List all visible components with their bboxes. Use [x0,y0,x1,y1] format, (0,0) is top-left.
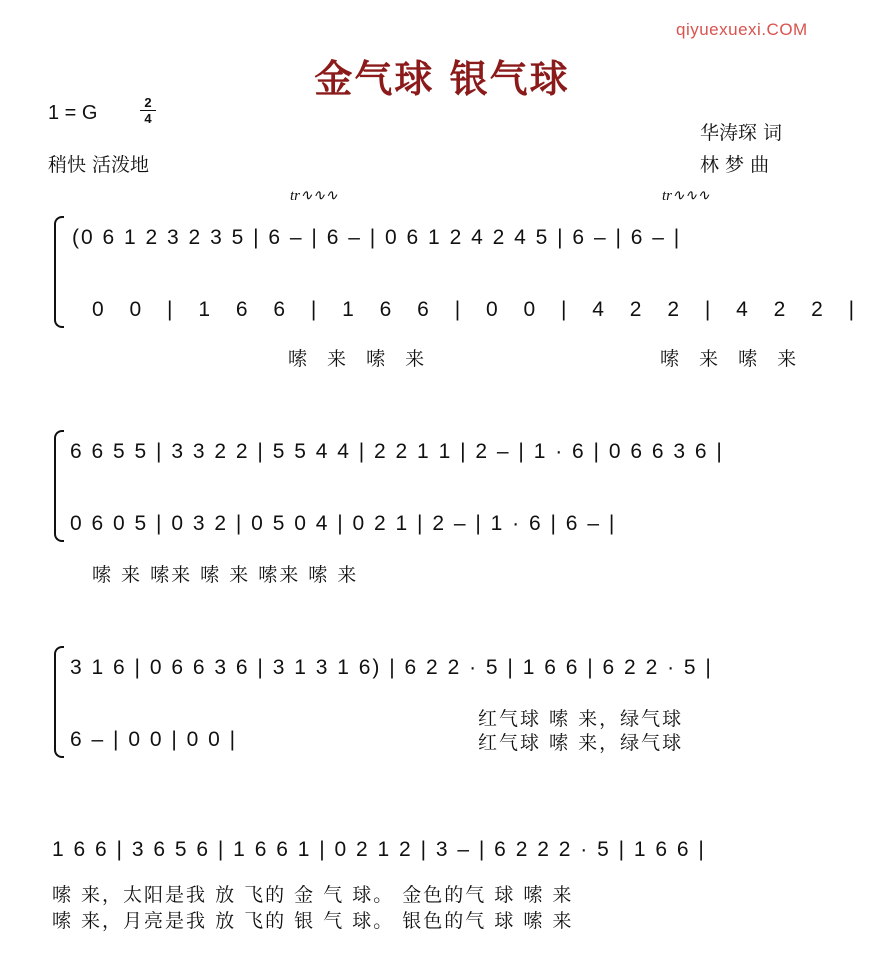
composer-credit: 林 梦 曲 [700,154,770,176]
staff-lower: 6 – | 0 0 | 0 0 | [70,728,238,751]
system-brace [54,216,64,328]
key-signature: 1 = G [48,102,98,124]
time-signature-top: 2 [144,95,152,110]
staff-lower: 0 0 | 1 6 6 | 1 6 6 | 0 0 | 4 2 2 | 4 2 2 | [92,298,857,321]
tempo-marking: 稍快 活泼地 [48,154,150,176]
lyric-line: 嗦 来 嗦 来 [288,348,427,370]
staff-upper: (0 6 1 2 3 2 3 5 | 6 – | 6 – | 0 6 1 2 4 2 4 5 | 6 – | 6 – | [72,226,682,249]
lyric-line: 嗦 来 嗦 来 [660,348,799,370]
lyric-line-1: 嗦 来，太阳是我 放 飞的 金 气 球。 金色的气 球 嗦 来 [52,884,574,906]
watermark: qiyuexuexi.COM [676,20,808,39]
system-brace [54,430,64,542]
lyric-line-1: 红气球 嗦 来，绿气球 [478,708,684,730]
staff-upper: 6 6 5 5 | 3 3 2 2 | 5 5 4 4 | 2 2 1 1 | 2 – | 1 · 6 | 0 6 6 3 6 | [70,440,724,463]
lyricist-credit: 华涛琛 词 [700,122,783,144]
lyric-line: 嗦 来 嗦来 嗦 来 嗦来 嗦 来 [92,564,359,586]
staff-upper: 3 1 6 | 0 6 6 3 6 | 3 1 3 1 6) | 6 2 2 · 5 | 1 6 6 | 6 2 2 · 5 | [70,656,713,679]
lyric-line-2: 嗦 来，月亮是我 放 飞的 银 气 球。 银色的气 球 嗦 来 [52,910,574,932]
song-title: 金气球 银气球 [314,57,570,101]
staff-melody: 1 6 6 | 3 6 5 6 | 1 6 6 1 | 0 2 1 2 | 3 – | 6 2 2 2 · 5 | 1 6 6 | [52,838,706,861]
staff-lower: 0 6 0 5 | 0 3 2 | 0 5 0 4 | 0 2 1 | 2 – | 1 · 6 | 6 – | [70,512,617,535]
lyric-line-2: 红气球 嗦 来，绿气球 [478,732,684,754]
trill-mark: tr∿∿∿ [290,188,338,204]
system-brace [54,646,64,758]
time-signature-bottom: 4 [144,111,152,126]
trill-mark: tr∿∿∿ [662,188,710,204]
time-signature [140,96,156,125]
